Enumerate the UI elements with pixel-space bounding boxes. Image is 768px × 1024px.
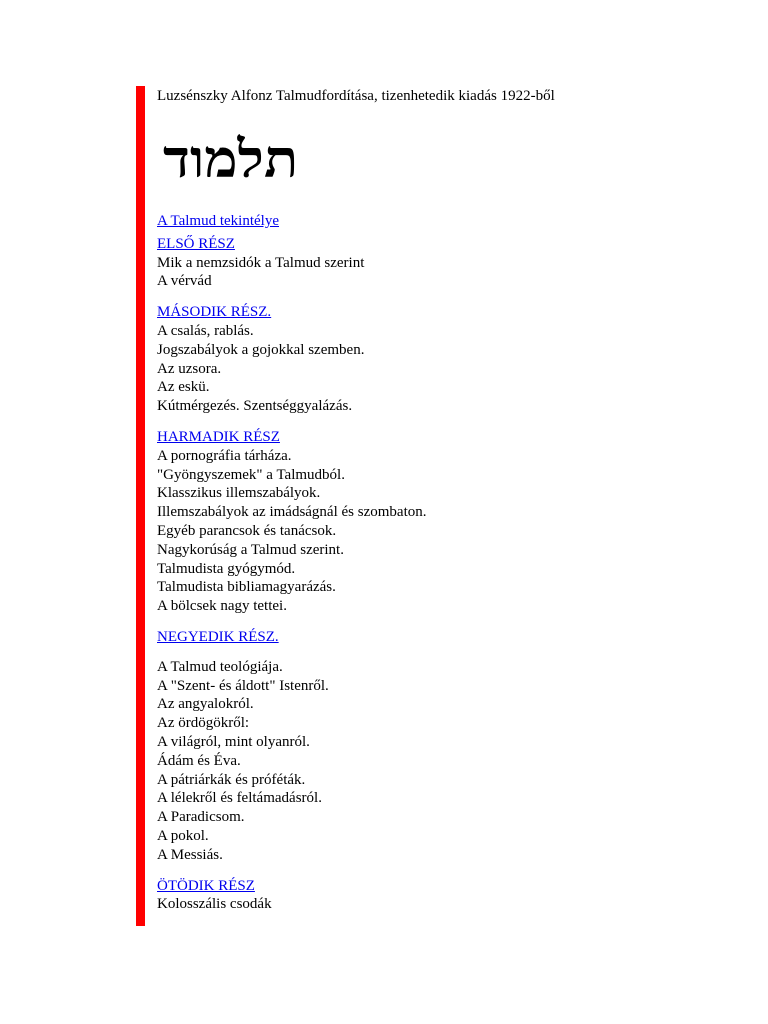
- list-item: Talmudista gyógymód.: [157, 560, 296, 577]
- list-item: Az angyalokról.: [157, 696, 254, 713]
- list-item: Talmudista bibliamagyarázás.: [157, 579, 336, 596]
- section-1: [157, 235, 737, 291]
- list-item: A Talmud teológiája.: [157, 658, 283, 675]
- list-item: A Paradicsom.: [157, 809, 245, 826]
- list-item: A világról, mint olyanról.: [157, 733, 310, 750]
- list-item: Ádám és Éva.: [157, 752, 241, 769]
- section-4: [157, 628, 737, 865]
- section-2-heading-link[interactable]: MÁSODIK RÉSZ.: [157, 304, 272, 321]
- list-item: A pokol.: [157, 827, 209, 844]
- list-item: Nagykorúság a Talmud szerint.: [157, 541, 344, 558]
- hebrew-title-logo: תלמוד: [163, 129, 299, 190]
- section-1-heading-link[interactable]: ELSŐ RÉSZ: [157, 235, 235, 252]
- list-item: Egyéb parancsok és tanácsok.: [157, 522, 337, 539]
- list-item: A Messiás.: [157, 846, 223, 863]
- document-title: Luzsénszky Alfonz Talmudfordítása, tizenhetedik kiadás 1922-ből: [157, 88, 555, 104]
- list-item: Jogszabályok a gojokkal szemben.: [157, 341, 365, 358]
- section-4-spacer: [157, 647, 737, 658]
- list-item: Kolosszális csodák: [157, 896, 272, 913]
- list-item: A bölcsek nagy tettei.: [157, 598, 287, 615]
- document-content: [157, 86, 737, 914]
- list-item: A lélekről és feltámadásról.: [157, 790, 322, 807]
- list-item: A pornográfia tárháza.: [157, 447, 292, 464]
- section-2: [157, 303, 737, 416]
- list-item: A csalás, rablás.: [157, 322, 254, 339]
- list-item: Mik a nemzsidók a Talmud szerint: [157, 254, 365, 271]
- red-margin-bar: [136, 86, 145, 926]
- list-item: "Gyöngyszemek" a Talmudból.: [157, 466, 345, 483]
- list-item: Az ördögökről:: [157, 715, 250, 732]
- section-3-heading-link[interactable]: HARMADIK RÉSZ: [157, 428, 280, 445]
- link-talmud-authority[interactable]: A Talmud tekintélye: [157, 213, 279, 229]
- list-item: A "Szent- és áldott" Istenről.: [157, 677, 329, 694]
- list-item: A vérvád: [157, 273, 212, 290]
- section-3: [157, 428, 737, 616]
- list-item: Az eskü.: [157, 379, 210, 396]
- section-5-heading-link[interactable]: ÖTÖDIK RÉSZ: [157, 877, 255, 894]
- list-item: Klasszikus illemszabályok.: [157, 485, 321, 502]
- list-item: Kútmérgezés. Szentséggyalázás.: [157, 398, 353, 415]
- section-4-heading-link[interactable]: NEGYEDIK RÉSZ.: [157, 628, 279, 645]
- list-item: Illemszabályok az imádságnál és szombaton.: [157, 504, 427, 521]
- section-5: [157, 877, 737, 915]
- list-item: A pátriárkák és próféták.: [157, 771, 306, 788]
- list-item: Az uzsora.: [157, 360, 222, 377]
